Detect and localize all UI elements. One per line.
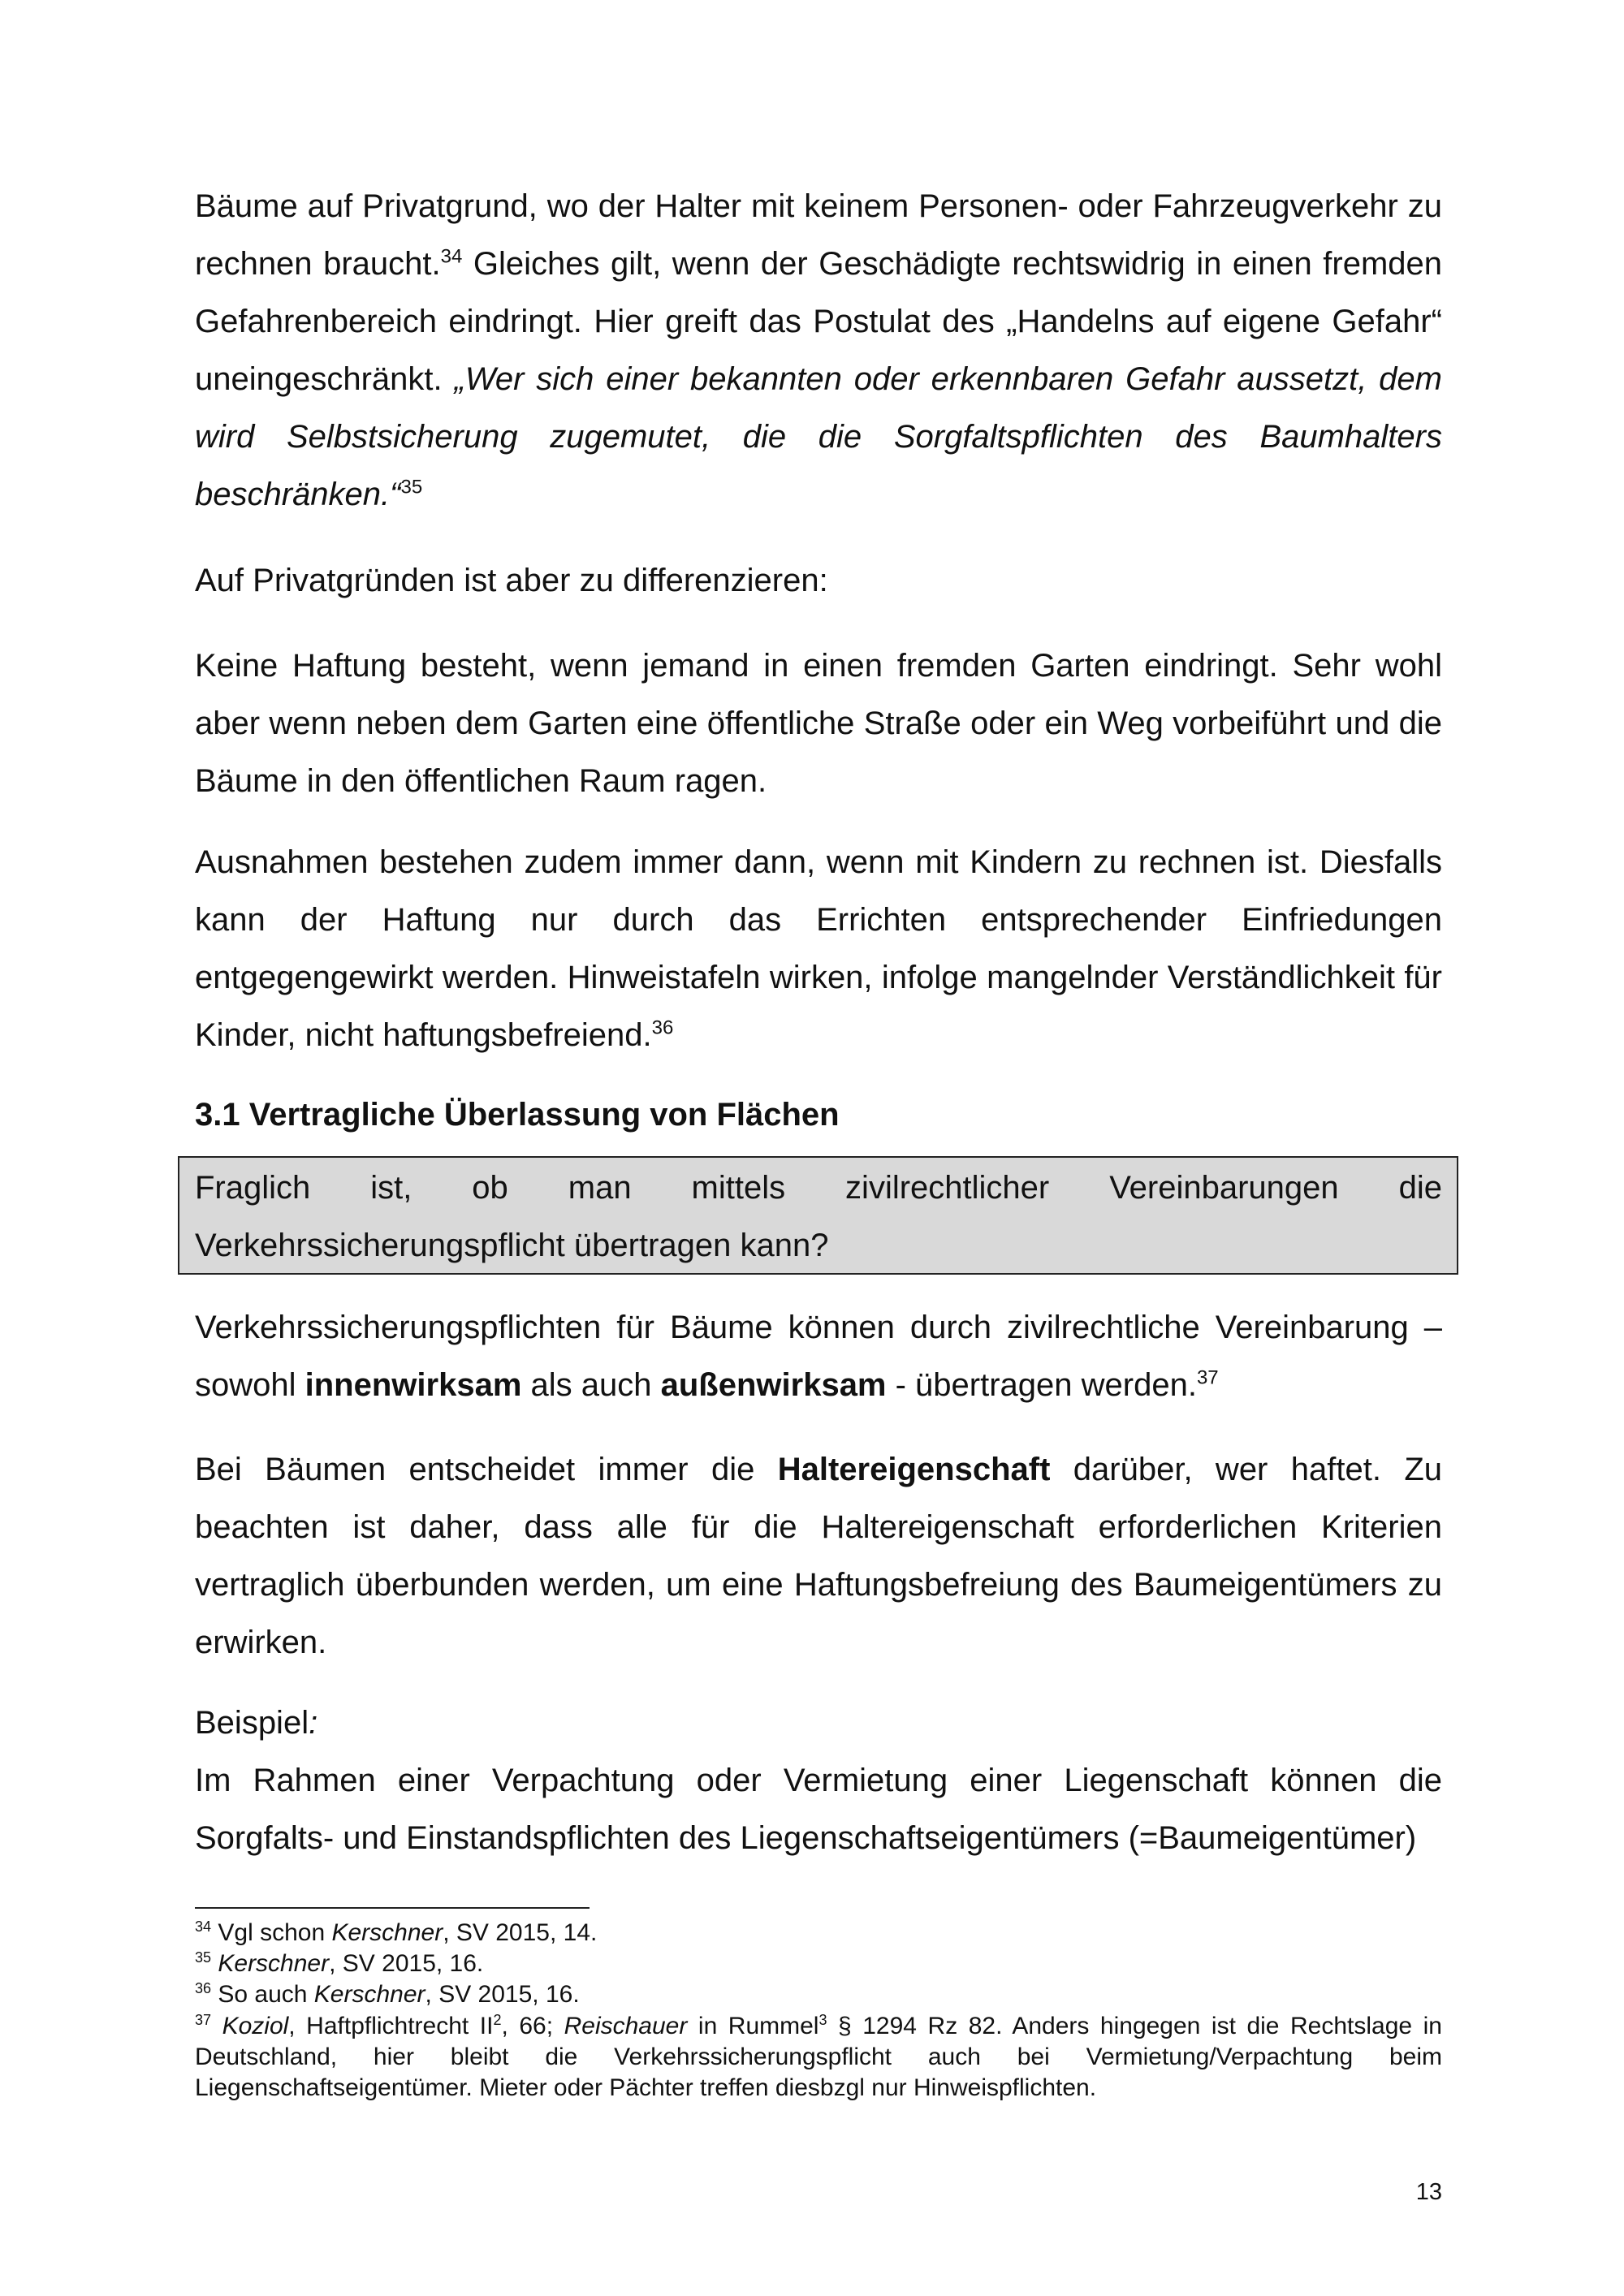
footnote-number: 35 [195,1949,212,1966]
footnote-number: 36 [195,1980,212,1996]
footnote-number: 37 [195,2012,212,2028]
footnote-author: Reischauer [564,2013,688,2039]
footnote-author: Kerschner [218,1950,330,1977]
footnote-author: Koziol [222,2013,289,2039]
footnote-35 [195,1949,1442,1979]
footnote-text: in Rummel [687,2013,819,2039]
paragraph-beispiel [195,1694,1442,1867]
paragraph-text: Bäume auf Privatgrund, wo der Halter mit keinem Personen- oder Fahrzeugverkehr zu rechnen braucht. [195,188,1442,282]
footnote-37 [195,2011,1442,2104]
question-text: Fraglich ist, ob man mittels zivilrechtlicher Vereinbarungen die Verkehrssicherungspflicht übertragen kann? [195,1170,1442,1263]
footnote-text: , 66; [501,2013,564,2039]
paragraph-text: Gleiches gilt, wenn der Geschädigte rechtswidrig in einen fremden Gefahrenbereich eindringt. Hier greift das Postulat des „Handelns auf eigene Gefahr“ uneingeschränkt. [195,246,1442,397]
paragraph-keine-haftung: Keine Haftung besteht, wenn jemand in einen fremden Garten eindringt. Sehr wohl aber wenn neben dem Garten eine öffentliche Straße oder ein Weg vorbeiführt und die Bäume in den öffentlichen Raum ragen. [195,648,1442,799]
footnote-ref[interactable]: 34 [440,245,463,268]
question-box [178,1156,1458,1275]
footnote-text: § 1294 Rz 82. Anders hingegen ist die Rechtslage in Deutschland, hier bleibt die Verkehrssicherungspflicht auch bei Vermietung/Verpachtung beim Liegenschaftseigentümer. Mieter oder Pächter treffen diesbzgl nur Hinweispflichten. [195,2013,1442,2101]
example-colon: : [309,1705,318,1741]
quote-text: „Wer sich einer bekannten oder erkennbaren Gefahr aussetzt, dem wird Selbstsicherung zugemutet, die die Sorgfaltspflichten des Baumhalters beschränken.“ [195,361,1442,512]
paragraph-text: darüber, wer haftet. Zu beachten ist daher, dass alle für die Haltereigenschaft erforderlichen Kriterien vertraglich überbunden werden, um eine Haftungsbefreiung des Baumeigentümers zu erwirken. [195,1452,1442,1660]
paragraph-text: als auch [521,1367,661,1403]
footnote-text: Vgl schon [218,1919,332,1946]
footnote-ref[interactable]: 35 [400,476,423,498]
footnote-text: , SV 2015, 16. [329,1950,484,1977]
footnote-number: 34 [195,1918,212,1935]
paragraph-text: Ausnahmen bestehen zudem immer dann, wenn mit Kindern zu rechnen ist. Diesfalls kann der Haftung nur durch das Errichten entsprechender Einfriedungen entgegengewirkt werden. Hinweistafeln wirken, infolge mangelnder Verständlichkeit für Kinder, nicht haftungsbefreiend. [195,844,1442,1053]
bold-term: innenwirksam [304,1367,522,1403]
paragraph-text: Im Rahmen einer Verpachtung oder Vermietung einer Liegenschaft können die Sorgfalts- und Einstandspflichten des Liegenschaftseigentümers (=Baumeigentümer) [195,1763,1442,1856]
paragraph-text: - übertragen werden. [886,1367,1197,1403]
paragraph-ausnahmen [195,834,1442,1064]
paragraph-text: Bei Bäumen entscheidet immer die [195,1452,778,1487]
bold-term: außenwirksam [660,1367,887,1403]
paragraph-differenzieren: Auf Privatgründen ist aber zu differenzieren: [195,563,828,598]
footnote-ref[interactable]: 37 [1196,1366,1219,1389]
footnote-author: Kerschner [331,1919,443,1946]
paragraph-text: Verkehrssicherungspflichten für Bäume können durch zivilrechtliche Vereinbarung – sowohl [195,1310,1442,1403]
edition-superscript: 3 [818,2012,827,2028]
footnote-ref[interactable]: 36 [651,1016,674,1039]
bold-term: Haltereigenschaft [777,1452,1051,1487]
footnote-text: , Haftpflichtrecht II [288,2013,494,2039]
footnote-text: So auch [218,1981,314,2008]
edition-superscript: 2 [493,2012,502,2028]
footnote-34 [195,1918,1442,1949]
footnote-author: Kerschner [313,1981,425,2008]
section-heading: 3.1 Vertragliche Überlassung von Flächen [195,1097,840,1133]
paragraph-haltereigenschaft [195,1441,1442,1672]
page-number: 13 [1415,2179,1442,2205]
footnote-separator [195,1907,590,1909]
paragraph-privatgrund [195,178,1442,524]
footnote-36 [195,1979,1442,2010]
footnote-text: , SV 2015, 16. [425,1981,580,2008]
example-label: Beispiel [195,1705,309,1741]
paragraph-verkehrssicherungspflichten [195,1299,1442,1414]
footnote-text: , SV 2015, 14. [443,1919,598,1946]
